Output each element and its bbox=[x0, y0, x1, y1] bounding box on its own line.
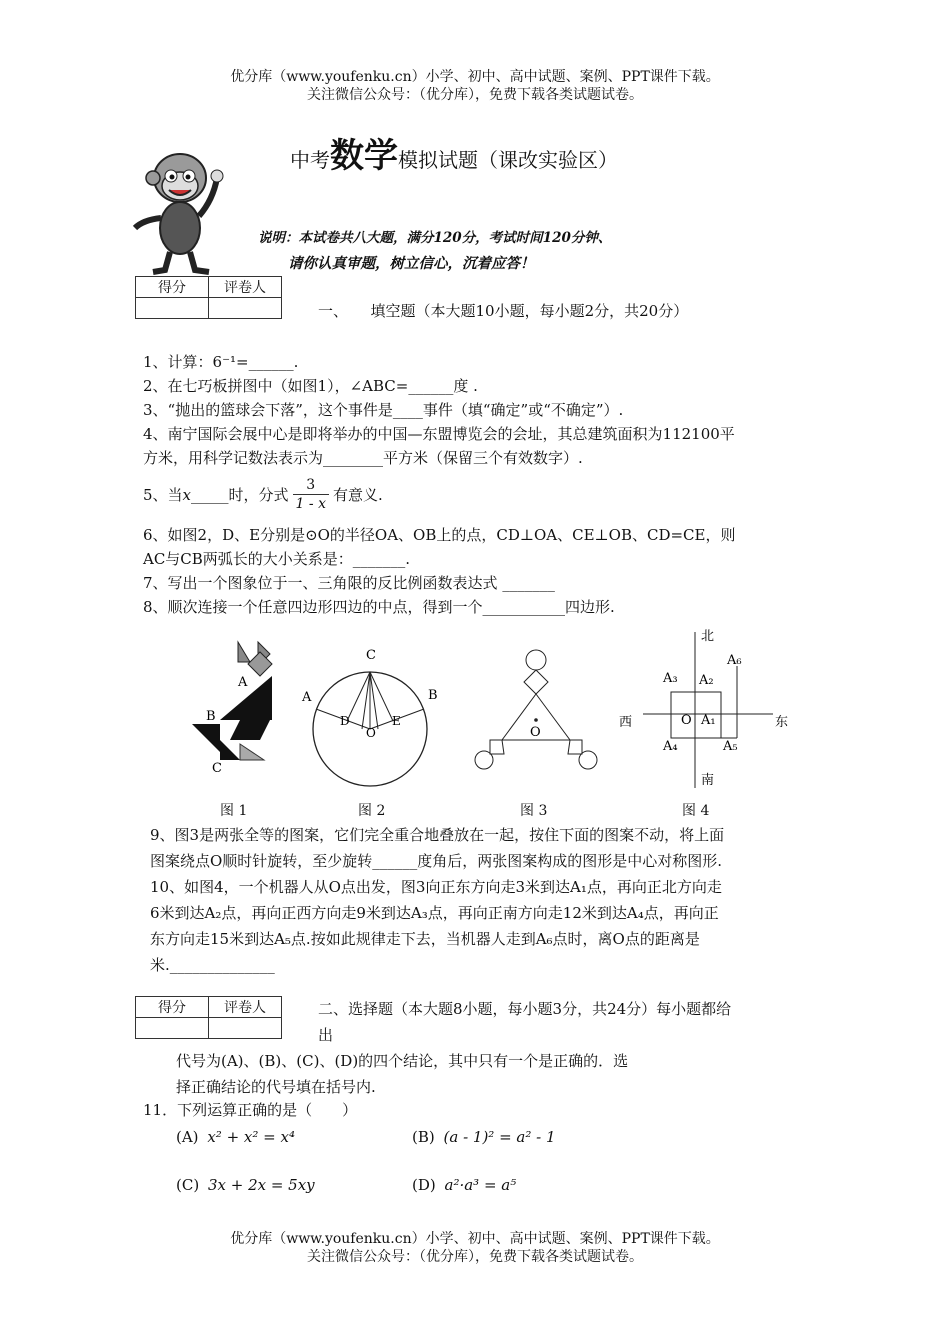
fig2-label-a: A bbox=[302, 690, 312, 705]
section2-instructions bbox=[176, 1048, 628, 1100]
fig4-label-south: 南 bbox=[701, 773, 715, 788]
questions-9-10 bbox=[150, 822, 724, 978]
section2-heading-line2: 出 bbox=[318, 1026, 334, 1044]
fig4-label-a5: A₅ bbox=[723, 739, 738, 754]
fig4-label-a2: A₂ bbox=[699, 673, 714, 688]
footer-line1: 优分库（www.youfenku.cn）小学、初中、高中试题、案例、PPT课件下载。 bbox=[230, 1231, 720, 1247]
fig4-label-a4: A₄ bbox=[663, 739, 678, 754]
question-5 bbox=[143, 476, 383, 513]
q5-var: x bbox=[182, 485, 192, 504]
score-header: 得分 bbox=[136, 997, 209, 1018]
fig2-label-o: O bbox=[366, 726, 376, 740]
fig2-label-d: D bbox=[340, 714, 350, 728]
figure-1-tangram bbox=[180, 640, 290, 775]
page-footer bbox=[0, 1230, 950, 1266]
figure-4-path bbox=[615, 628, 800, 793]
title-pre: 中考 bbox=[290, 148, 330, 172]
question-9-line1: 9、图3是两张全等的图案，它们完全重合地叠放在一起，按住下面的图案不动，将上面 bbox=[150, 826, 725, 844]
score-cell[interactable] bbox=[136, 298, 209, 319]
question-9-line2: 图案绕点O顺时针旋转，至少旋转______度角后，两张图案构成的图形是中心对称图形. bbox=[150, 852, 723, 870]
fig1-label-c: C bbox=[212, 761, 222, 775]
score-table-2 bbox=[135, 996, 282, 1039]
section2-heading-line1: 二、选择题（本大题8小题，每小题3分，共24分）每小题都给 bbox=[318, 1000, 732, 1018]
section1-heading: 一、 填空题（本大题10小题，每小题2分，共20分） bbox=[318, 302, 689, 320]
fig2-label-c: C bbox=[366, 648, 376, 663]
fig1-label-a: A bbox=[238, 675, 248, 690]
questions-6-8 bbox=[143, 523, 735, 619]
q5-mid: _____时，分式 bbox=[191, 485, 289, 504]
q11-a-expr: x² + x² = x⁴ bbox=[207, 1128, 295, 1146]
q11-c-expr: 3x + 2x = 5xy bbox=[207, 1176, 315, 1194]
header-line2: 关注微信公众号：（优分库），免费下载各类试题试卷。 bbox=[307, 87, 643, 103]
title-big: 数学 bbox=[330, 136, 398, 176]
header-line1: 优分库（www.youfenku.cn）小学、初中、高中试题、案例、PPT课件下载。 bbox=[230, 69, 720, 85]
grader-header: 评卷人 bbox=[209, 277, 282, 298]
q5-post: 有意义. bbox=[332, 485, 383, 504]
fig2-label-b: B bbox=[428, 688, 438, 703]
question-7: 7、写出一个图象位于一、三角限的反比例函数表达式 _______ bbox=[143, 574, 555, 592]
q11-b-tag: (B) bbox=[412, 1128, 435, 1146]
figure-2-caption: 图 2 bbox=[358, 803, 386, 819]
fig2-label-e: E bbox=[392, 714, 401, 728]
question-10-line1: 10、如图4，一个机器人从O点出发，图3向正东方向走3米到达A₁点，再向正北方向走 bbox=[150, 878, 722, 896]
fig1-label-b: B bbox=[206, 709, 216, 724]
fig4-label-a1: A₁ bbox=[701, 713, 716, 728]
figure-3-caption: 图 3 bbox=[520, 803, 548, 819]
grader-header: 评卷人 bbox=[209, 997, 282, 1018]
page-header bbox=[0, 68, 950, 104]
question-1: 1、计算：6⁻¹=______. bbox=[143, 353, 299, 371]
q11-option-d[interactable] bbox=[412, 1176, 516, 1194]
exam-instructions-line1: 说明：本试卷共八大题，满分120分，考试时间120分钟、 bbox=[258, 230, 612, 246]
question-6-line2: AC与CB两弧长的大小关系是：_______. bbox=[143, 550, 411, 568]
question-2: 2、在七巧板拼图中（如图1），∠ABC=______度 . bbox=[143, 377, 478, 395]
page-title bbox=[290, 128, 618, 177]
q11-option-a[interactable] bbox=[176, 1128, 295, 1146]
question-10-line4: 米.______________ bbox=[150, 956, 275, 974]
q11-b-expr: (a - 1)² = a² - 1 bbox=[443, 1128, 556, 1146]
score-header: 得分 bbox=[136, 277, 209, 298]
question-11-stem: 11．下列运算正确的是（ ） bbox=[143, 1101, 358, 1119]
fig4-label-east: 东 bbox=[775, 715, 789, 730]
q11-d-tag: (D) bbox=[412, 1176, 436, 1194]
fig4-label-a3: A₃ bbox=[663, 671, 678, 686]
fig4-label-west: 西 bbox=[619, 715, 633, 730]
figure-1-caption: 图 1 bbox=[220, 803, 248, 819]
figure-3-pattern bbox=[470, 648, 610, 772]
section2-line3: 代号为(A)、(B)、(C)、(D)的四个结论，其中只有一个是正确的．选 bbox=[176, 1052, 629, 1070]
score-cell[interactable] bbox=[136, 1018, 209, 1039]
q11-c-tag: (C) bbox=[176, 1176, 200, 1194]
footer-line2: 关注微信公众号：（优分库），免费下载各类试题试卷。 bbox=[307, 1249, 643, 1265]
q11-option-c[interactable] bbox=[176, 1176, 315, 1194]
q5-denominator: 1 - x bbox=[293, 494, 329, 513]
section2-line4: 择正确结论的代号填在括号内. bbox=[176, 1078, 376, 1096]
score-table-1 bbox=[135, 276, 282, 319]
q11-a-tag: (A) bbox=[176, 1128, 199, 1146]
monkey-mascot-image bbox=[125, 148, 235, 276]
question-10-line2: 6米到达A₂点，再向正西方向走9米到达A₃点，再向正南方向走12米到达A₄点，再向正 bbox=[150, 904, 719, 922]
question-8: 8、顺次连接一个任意四边形四边的中点，得到一个___________四边形. bbox=[143, 598, 615, 616]
fig3-label-o: O bbox=[530, 725, 541, 740]
grader-cell[interactable] bbox=[209, 298, 282, 319]
fig4-label-north: 北 bbox=[701, 629, 715, 644]
title-post: 模拟试题（课改实验区） bbox=[398, 148, 618, 172]
grader-cell[interactable] bbox=[209, 1018, 282, 1039]
exam-instructions-line2: 请你认真审题，树立信心，沉着应答！ bbox=[288, 255, 535, 272]
q11-option-b[interactable] bbox=[412, 1128, 556, 1146]
q5-numerator: 3 bbox=[306, 477, 316, 493]
figure-2-circle bbox=[298, 645, 448, 795]
q5-fraction bbox=[293, 476, 329, 513]
question-10-line3: 东方向走15米到达A₅点.按如此规律走下去，当机器人走到A₆点时，离O点的距离是 bbox=[150, 930, 700, 948]
question-3: 3、“抛出的篮球会下落”，这个事件是____事件（填“确定”或“不确定”）. bbox=[143, 401, 624, 419]
fig4-label-a6: A₆ bbox=[727, 653, 742, 668]
section2-heading bbox=[318, 996, 731, 1048]
questions-1-4 bbox=[143, 350, 735, 470]
question-4-line1: 4、南宁国际会展中心是即将举办的中国—东盟博览会的会址，其总建筑面积为112100平 bbox=[143, 425, 735, 443]
q11-d-expr: a²·a³ = a⁵ bbox=[444, 1176, 517, 1194]
question-4-line2: 方米，用科学记数法表示为________平方米（保留三个有效数字）. bbox=[143, 449, 583, 467]
fig4-label-o: O bbox=[681, 713, 692, 728]
figure-4-caption: 图 4 bbox=[682, 803, 710, 819]
q5-pre: 5、当 bbox=[143, 485, 183, 504]
question-6-line1: 6、如图2，D、E分别是⊙O的半径OA、OB上的点，CD⊥OA、CE⊥OB、CD=CE，则 bbox=[143, 526, 736, 544]
